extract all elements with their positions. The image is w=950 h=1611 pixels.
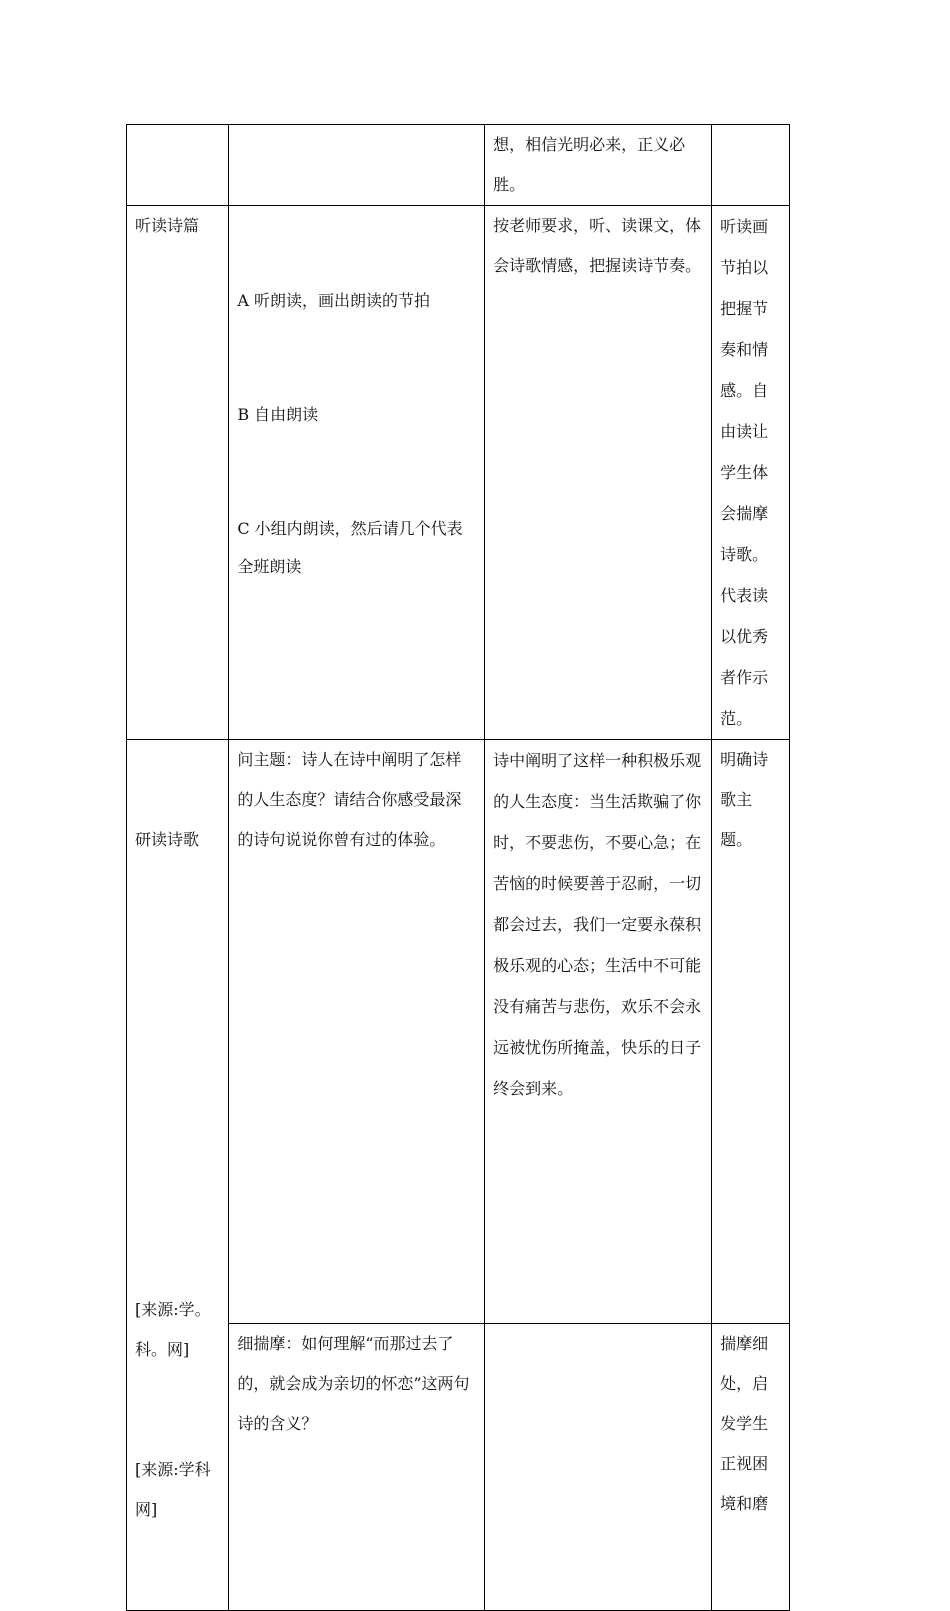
- design-intent-cell: 揣摩细处，启发学生正视困境和磨: [712, 1324, 790, 1611]
- lesson-plan-table: [126, 124, 790, 1611]
- source-note: [来源:学科网]: [135, 1460, 211, 1519]
- student-activity-cell: [485, 1324, 712, 1611]
- student-activity-cell: 想，相信光明必来，正义必胜。: [485, 125, 712, 206]
- stage-label: 研读诗歌: [135, 830, 200, 849]
- stage-cell: [127, 740, 229, 1611]
- activity-step-b: B 自由朗读: [237, 405, 319, 424]
- design-intent-cell: 明确诗歌主题。: [712, 740, 790, 1324]
- table-row: [127, 206, 790, 740]
- design-intent-cell: 听读画节拍以把握节奏和情感。自由读让学生体会揣摩诗歌。代表读以优秀者作示范。: [712, 206, 790, 740]
- table-row: [127, 125, 790, 206]
- student-activity-cell: 按老师要求，听、读课文，体会诗歌情感，把握读诗节奏。: [485, 206, 712, 740]
- stage-cell: [127, 125, 229, 206]
- teacher-activity-cell: [229, 125, 485, 206]
- teacher-activity-cell: [229, 206, 485, 740]
- table-row: [127, 740, 790, 1324]
- design-intent-cell: [712, 125, 790, 206]
- activity-step-a: A 听朗读，画出朗读的节拍: [237, 291, 430, 310]
- stage-cell: 听读诗篇: [127, 206, 229, 740]
- teacher-activity-cell: 细揣摩：如何理解“而那过去了的，就会成为亲切的怀恋”这两句诗的含义？: [229, 1324, 485, 1611]
- source-note: [来源:学。科。网]: [135, 1300, 211, 1359]
- activity-step-c: C 小组内朗读，然后请几个代表全班朗读: [237, 519, 463, 576]
- teacher-activity-cell: 问主题：诗人在诗中阐明了怎样的人生态度？请结合你感受最深的诗句说说你曾有过的体验。: [229, 740, 485, 1324]
- student-activity-cell: 诗中阐明了这样一种积极乐观的人生态度：当生活欺骗了你时，不要悲伤，不要心急；在苦恼的时候要善于忍耐，一切都会过去，我们一定要永葆积极乐观的心态；生活中不可能没有痛苦与悲伤，欢乐不会永远被忧伤所掩盖，快乐的日子终会到来。: [485, 740, 712, 1324]
